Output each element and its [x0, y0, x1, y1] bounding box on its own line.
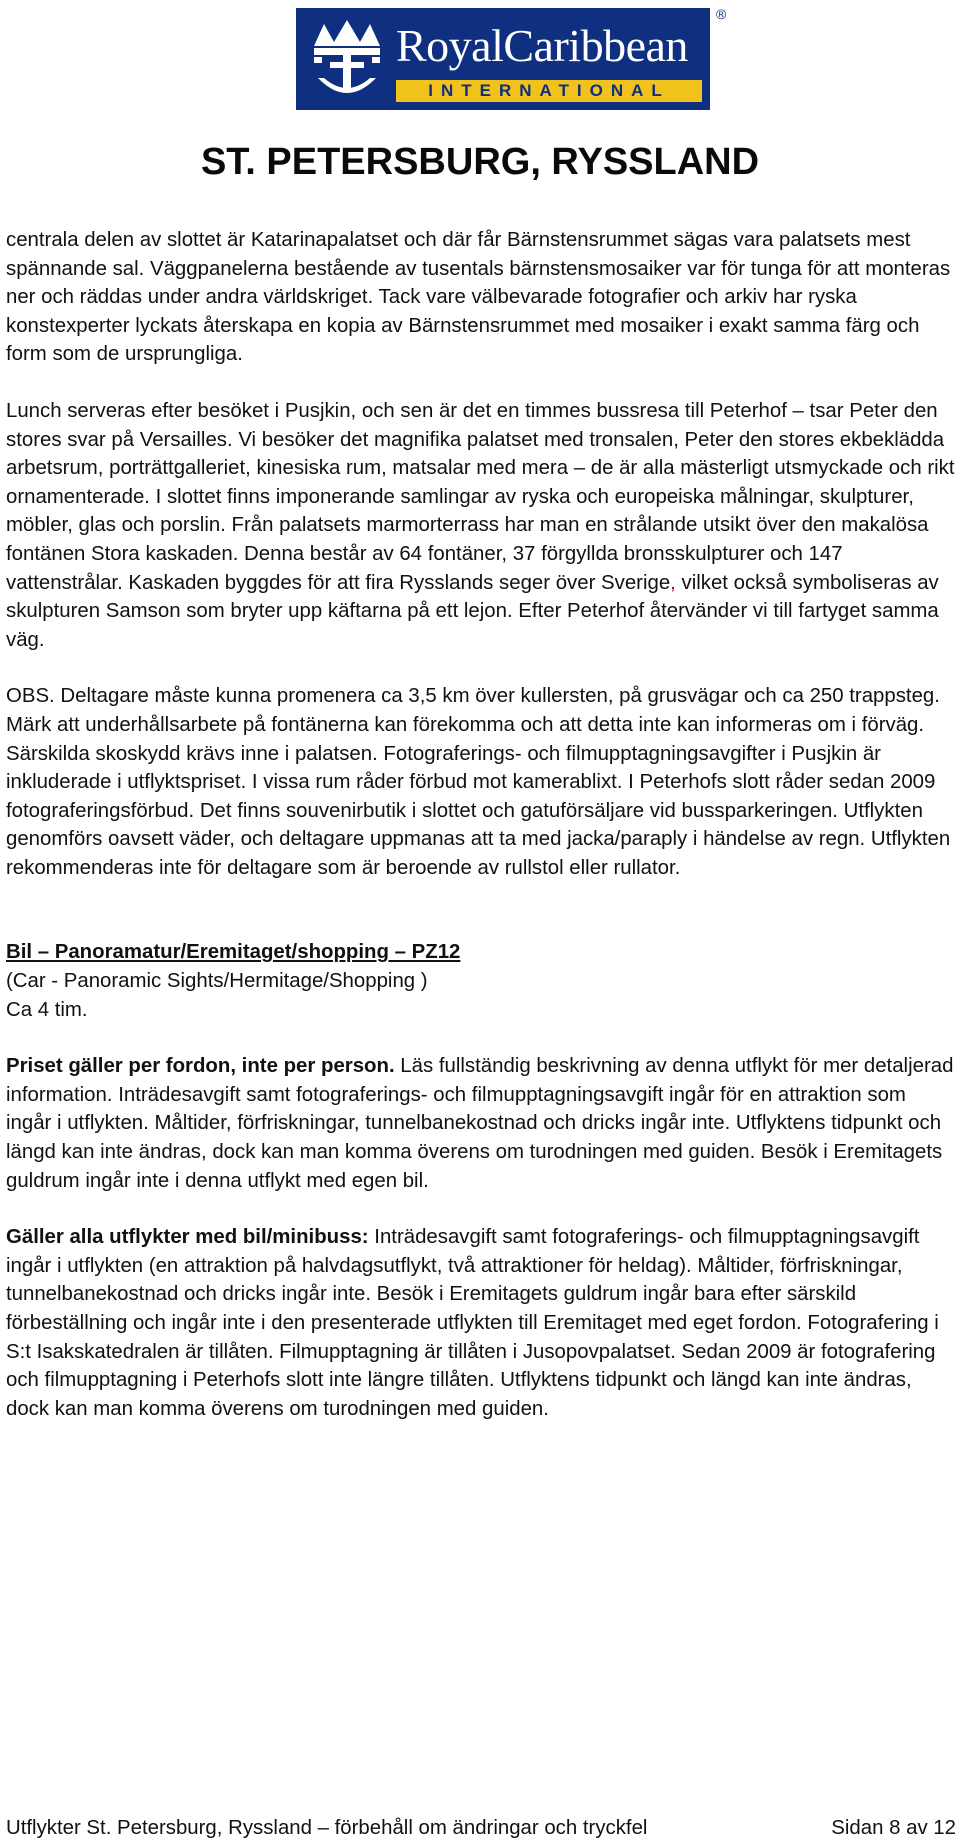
excursion-title: Bil – Panoramatur/Eremitaget/shopping – PZ12 — [6, 941, 461, 964]
royal-caribbean-logo — [296, 8, 726, 112]
page-title: ST. PETERSBURG, RYSSLAND — [200, 141, 760, 183]
crown-anchor-logo-icon — [308, 16, 386, 102]
page-number: Sidan 8 av 12 — [831, 1817, 956, 1839]
logo-band-text: INTERNATIONAL — [396, 80, 702, 102]
logo-background — [296, 8, 710, 110]
excursion-price-paragraph — [6, 1052, 956, 1195]
paragraph-obs-notice: OBS. Deltagare måste kunna promenera ca 3,5 km över kullersten, på grusvägar och ca 250 trappsteg. Märk att underhållsarbete på fontänerna kan förekomma och att detta inte kan informeras om i förväg. Särskilda skoskydd krävs inne i palatsen. Fotograferings- och filmupptagningsavgifter i Pusjkin är inkluderade i utflyktspriset. I vissa rum råder förbud mot kamerablixt. I Peterhofs slott råder sedan 2009 fotograferingsförbud. Det finns souvenirbutik i slottet och gatuförsäljare vid bussparkeringen. Utflykten genomförs oavsett väder, och deltagare uppmanas att ta med jacka/paraply i händelse av regn. Utflykten rekommenderas inte för deltagare som är beroende av rullstol eller rullator. — [6, 685, 951, 879]
price-note-text: Läs fullständig beskrivning av denna utflykt för mer detaljerad information. Inträdesavgift samt fotograferings- och filmupptagningsavgift ingår för en attraktion som ingår i utflykten. Måltider, förfriskningar, tunnelbanekostnad och dricks ingår inte. Utflyktens tidpunkt och längd kan inte ändras, dock kan man komma överens om turodningen med guiden. Besök i Eremitagets guldrum ingår inte i denna utflykt med egen bil. — [6, 1055, 954, 1192]
paragraph-peterhof — [6, 397, 956, 654]
car-note-text: Inträdesavgift samt fotograferings- och filmupptagningsavgift ingår i utflykten (en attraktion på halvdagsutflykt, två attraktioner för heldag). Måltider, förfriskningar, tunnelbanekostnad och dricks ingår inte. Besök i Eremitagets guldrum ingår bara efter särskild förbeställning och ingår inte i den presenterade utflykten till Eremitaget med eget fordon. Fotografering i S:t Isakskatedralen är tillåten. Filmupptagning är tillåten i Jusopovpalatset. Sedan 2009 är fotografering och filmupptagning i Peterhofs slott inte längre tillåten. Utflyktens tidpunkt och längd kan inte ändras, dock kan man komma överens om turodningen med guiden. — [6, 1226, 939, 1420]
car-note-bold: Gäller alla utflykter med bil/minibuss: — [6, 1226, 369, 1249]
excursion-duration: Ca 4 tim. — [6, 998, 88, 1021]
document-body — [6, 226, 956, 1423]
red-comma: , — [670, 571, 676, 594]
footer-disclaimer: Utflykter St. Petersburg, Ryssland – förbehåll om ändringar och tryckfel — [6, 1817, 648, 1839]
registered-mark: ® — [716, 6, 727, 22]
logo-brand-text: RoyalCaribbean — [396, 20, 688, 71]
car-excursion-paragraph — [6, 1223, 956, 1423]
excursion-subtitle: (Car - Panoramic Sights/Hermitage/Shopping ) — [6, 970, 428, 993]
paragraph-peterhof-text-b: vilket också symboliseras av skulpturen Samson som bryter upp käftarna på ett lejon. Efter Peterhof återvänder vi till fartyget samma väg. — [6, 571, 939, 651]
paragraph-peterhof-text-a: Lunch serveras efter besöket i Pusjkin, och sen är det en timmes bussresa till Peterhof – tsar Peter den stores svar på Versailles. Vi besöker det magnifika palatset med tronsalen, Peter den stores ekbeklädda arbetsrum, porträttgalleriet, kinesiska rum, matsalar med mera – de är alla mästerligt utsmyckade och rikt ornamenterade. I slottet finns imponerande samlingar av ryska och europeiska målningar, skulpturer, möbler, glas och porslin. Från palatsets marmorterrass har man en strålande utsikt över den makalösa fontänen Stora kaskaden. Denna består av 64 fontäner, 37 förgyllda bronsskulpturer och 147 vattenstrålar. Kaskaden byggdes för att fira Rysslands seger över Sverige — [6, 399, 955, 594]
price-note-bold: Priset gäller per fordon, inte per person. — [6, 1055, 395, 1078]
paragraph-amber-room: centrala delen av slottet är Katarinapalatset och där får Bärnstensrummet sägas vara palatsets mest spännande sal. Väggpanelerna bestående av tusentals bärnstensmosaiker var för tunga för att monteras ner och räddas under andra världskriget. Tack vare välbevarade fotografier och arkiv har ryska konstexperter lyckats återskapa en kopia av Bärnstensrummet med mosaiker i exakt samma färg och form som de ursprungliga. — [6, 229, 951, 366]
